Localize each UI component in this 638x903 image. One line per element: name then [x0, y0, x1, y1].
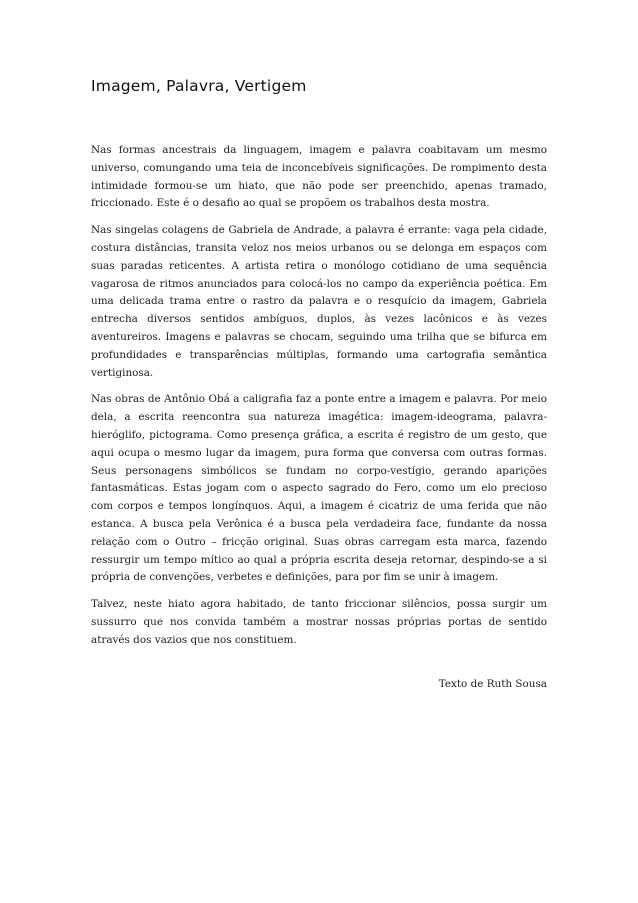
paragraph-gabriela-andrade: Nas singelas colagens de Gabriela de Andrade, a palavra é errante: vaga pela cidade, costura distâncias, transita veloz nos meios urbanos ou se delonga em espaços com suas paradas reticentes. A artista retira o monólogo cotidiano de uma sequência vagarosa de ritmos anunciados para colocá-los no campo da experiência poética. Em uma delicada trama entre o rastro da palavra e o resquício da imagem, Gabriela entrecha diversos sentidos ambíguos, duplos, às vezes lacônicos e às vezes aventureiros. Imagens e palavras se chocam, seguindo uma trilha que se bifurca em profundidades e transparências múltiplas, formando uma cartografia semântica vertiginosa. [91, 224, 547, 379]
paragraph-closing: Talvez, neste hiato agora habitado, de tanto friccionar silêncios, possa surgir um sussurro que nos convida também a mostrar nossas próprias portas de sentido através dos vazios que nos constituem. [91, 598, 547, 646]
paragraph-intro: Nas formas ancestrais da linguagem, imagem e palavra coabitavam um mesmo universo, comungando uma teia de inconcebíveis significações. De rompimento desta intimidade formou-se um hiato, que não pode ser preenchido, apenas tramado, friccionado. Este é o desafio ao qual se propõem os trabalhos desta mostra. [91, 144, 547, 210]
author-signature: Texto de Ruth Sousa [438, 677, 547, 690]
paragraph-antonio-oba: Nas obras de Antônio Obá a caligrafia faz a ponte entre a imagem e palavra. Por meio dela, a escrita reencontra sua natureza imagética: imagem-ideograma, palavra-hieróglifo, pictograma. Como presença gráfica, a escrita é registro de um gesto, que aqui ocupa o mesmo lugar da imagem, pura forma que conversa com outras formas. Seus personagens simbólicos se fundam no corpo-vestígio, gerando aparições fantasmáticas. Estas jogam com o aspecto sagrado do Fero, como um elo precioso com corpos e tempos longínquos. Aqui, a imagem é cicatriz de uma ferida que não estanca. A busca pela Verônica é a busca pela verdadeira face, fundante da nossa relação com o Outro – fricção original. Suas obras carregam esta marca, fazendo ressurgir um tempo mítico ao qual a própria escrita deseja retornar, despindo-se a si própria de convenções, verbetes e definições, para por fim se unir à imagem. [91, 393, 547, 584]
document-page [91, 76, 547, 693]
document-title: Imagem, Palavra, Vertigem [91, 77, 307, 95]
